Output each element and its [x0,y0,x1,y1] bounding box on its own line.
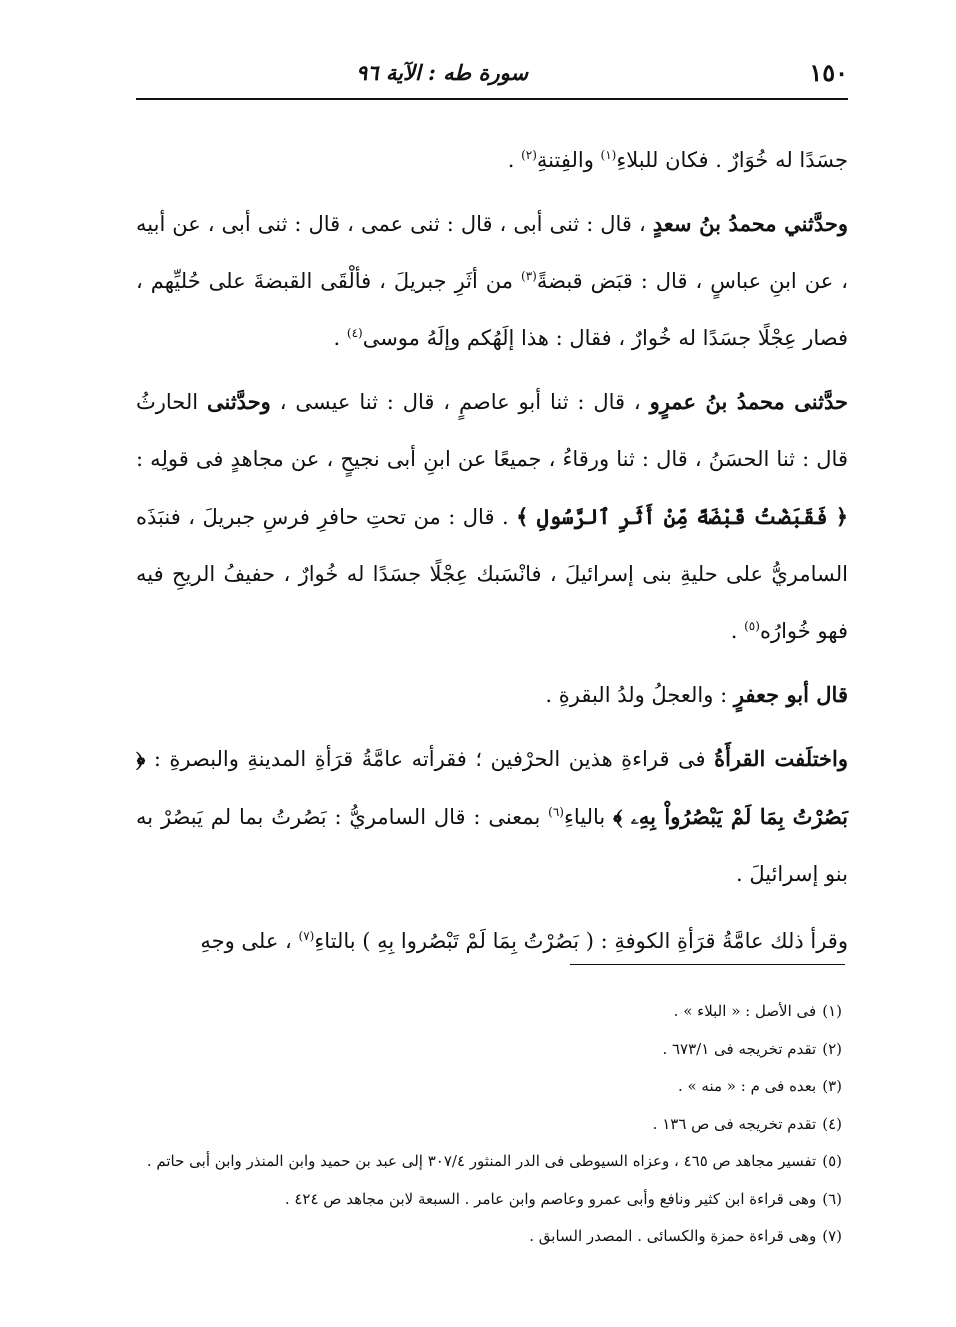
text-segment: ، قال : ثنا أبو عاصمٍ ، قال : ثنا عيسى ، [270,390,650,414]
footnote-number: (٧) [822,1227,842,1245]
narrator-lead: وحدَّثني محمدُ بنُ سعدٍ [652,211,849,236]
paragraph [136,913,848,970]
paragraph [136,666,848,724]
text-segment: وقرأ ذلك عامَّةُ قرَأةِ الكوفةِ : ( بَصُرْتُ بِمَا لَمْ تَبْصُروا بِهِ ) بالتاءِ [314,929,848,953]
footnote-item [130,1106,842,1144]
narrator-lead: حدَّثنى محمدُ بنُ عمرٍو [649,389,848,414]
paragraph [136,373,848,660]
text-segment: الحارثُ قال : ثنا الحسَنُ ، قال : ثنا ورقاءُ ، جميعًا عن ابنِ أبى نجيحٍ ، عن مجاهدٍ فى قولِه : [136,390,848,471]
footnote-number: (٢) [822,1039,842,1058]
main-text [136,132,848,976]
footnote-text: تقدم تخريجه فى ص ١٣٦ . [652,1114,817,1133]
footnote-number: (٥) [822,1152,842,1170]
footnote-item [130,1143,842,1181]
footnote-ref: (٧) [298,929,315,943]
footnote-item [130,1031,842,1069]
footnote-ref: (٥) [744,619,760,633]
footnote-text: تفسير مجاهد ص ٤٦٥ ، وعزاه السيوطى فى الدر المنثور ٣٠٧/٤ إلى عبد بن حميد وابن المنذر وابن أبى حاتم . [146,1152,817,1170]
page-number: ١٥٠ [809,57,848,87]
quran-verse: ﴿ بَصُرْتُ بِمَا لَمْ يَبْصُرُواْ بِهِۦ ﴾ [136,746,848,829]
footnote-ref: (٤) [346,326,363,340]
footnote-text: وهى قراءة ابن كثير ونافع وأبى عمرو وعاصم وابن عامر . السبعة لابن مجاهد ص ٤٢٤ . [284,1189,817,1208]
text-segment: . [507,148,522,172]
text-segment: والفِتنةِ [536,148,601,172]
footnote-ref: (٣) [521,269,537,283]
text-segment: جسَدًا له خُوَارٌ . فكان للبلاءِ [616,148,848,172]
text-segment: . [730,619,745,643]
narrator-lead: قال أبو جعفرٍ [733,682,848,707]
paragraph [136,730,848,903]
footnote-text: فى الأصل : « البلاء » . [673,1002,817,1020]
text-segment: . قال : من تحتِ حافرِ فرسِ جبريلَ ، فنبَذَه السامريُّ على حليةِ بنى إسرائيلَ ، فانْسَبك عِجْلًا جسَدًا له خُوارٌ ، حفيفُ الريحِ فيه فهو خُوارُه [136,505,848,643]
paragraph [136,132,848,189]
text-segment: : والعجلُ ولدُ البقرةِ . [545,683,734,707]
footnote-divider [570,964,845,965]
text-segment: فى قراءةِ هذين الحرْفين ؛ فقرأته عامَّةُ قرَأةِ المدينةِ والبصرةِ : [145,747,715,771]
footnote-number: (٣) [822,1077,842,1095]
footnote-text: بعده فى م : « منه » . [677,1077,817,1095]
footnotes [130,993,842,1256]
paragraph [136,195,848,367]
narrator-lead: واختلَفت القرأَةُ [714,746,848,771]
text-segment: بالياءِ [563,805,614,829]
footnote-item [130,993,842,1031]
footnote-ref: (٦) [548,805,564,819]
footnote-number: (٦) [822,1189,842,1208]
footnote-item [130,1218,842,1256]
footnote-text: وهى قراءة حمزة والكسائى . المصدر السابق . [529,1227,817,1245]
text-segment: ، قال : ثنى أبى ، قال : ثنى عمى ، قال : ثنى أبى ، عن أبيه ، عن ابنِ عباسٍ ، قال : قبَض قبضةً [136,212,848,293]
footnote-number: (١) [822,1002,842,1020]
footnote-number: (٤) [822,1114,842,1133]
footnote-ref: (٢) [521,148,537,162]
text-segment: بمعنى : قال السامريُّ : بَصُرتُ بما لم يَبصُرْ به بنو إسرائيلَ . [136,805,848,886]
text-segment: من أثَرِ جبريلَ ، فألْقَى القبضةَ على حُليِّهم ، فصار عِجْلًا جسَدًا له خُوارٌ ، فقال : هذا إلَهُكم وإلَهُ موسى [136,269,848,350]
page-header [136,52,848,92]
footnote-item [130,1181,842,1219]
header-divider [136,98,848,100]
footnote-ref: (١) [600,148,617,162]
text-segment: ، على وجهِ [200,929,299,953]
footnote-text: تقدم تخريجه فى ٦٧٣/١ . [662,1039,817,1058]
text-segment: . [333,326,347,350]
narrator-lead: وحدَّثنى [206,389,271,414]
running-title: سورة طه : الآية ٩٦ [356,59,529,85]
quran-verse: ﴿ فَقَبَضْتُ قَبْضَةً مِّنْ أَثَرِ ٱلرَّسُولِ ﴾ [516,504,849,529]
footnote-item [130,1068,842,1106]
